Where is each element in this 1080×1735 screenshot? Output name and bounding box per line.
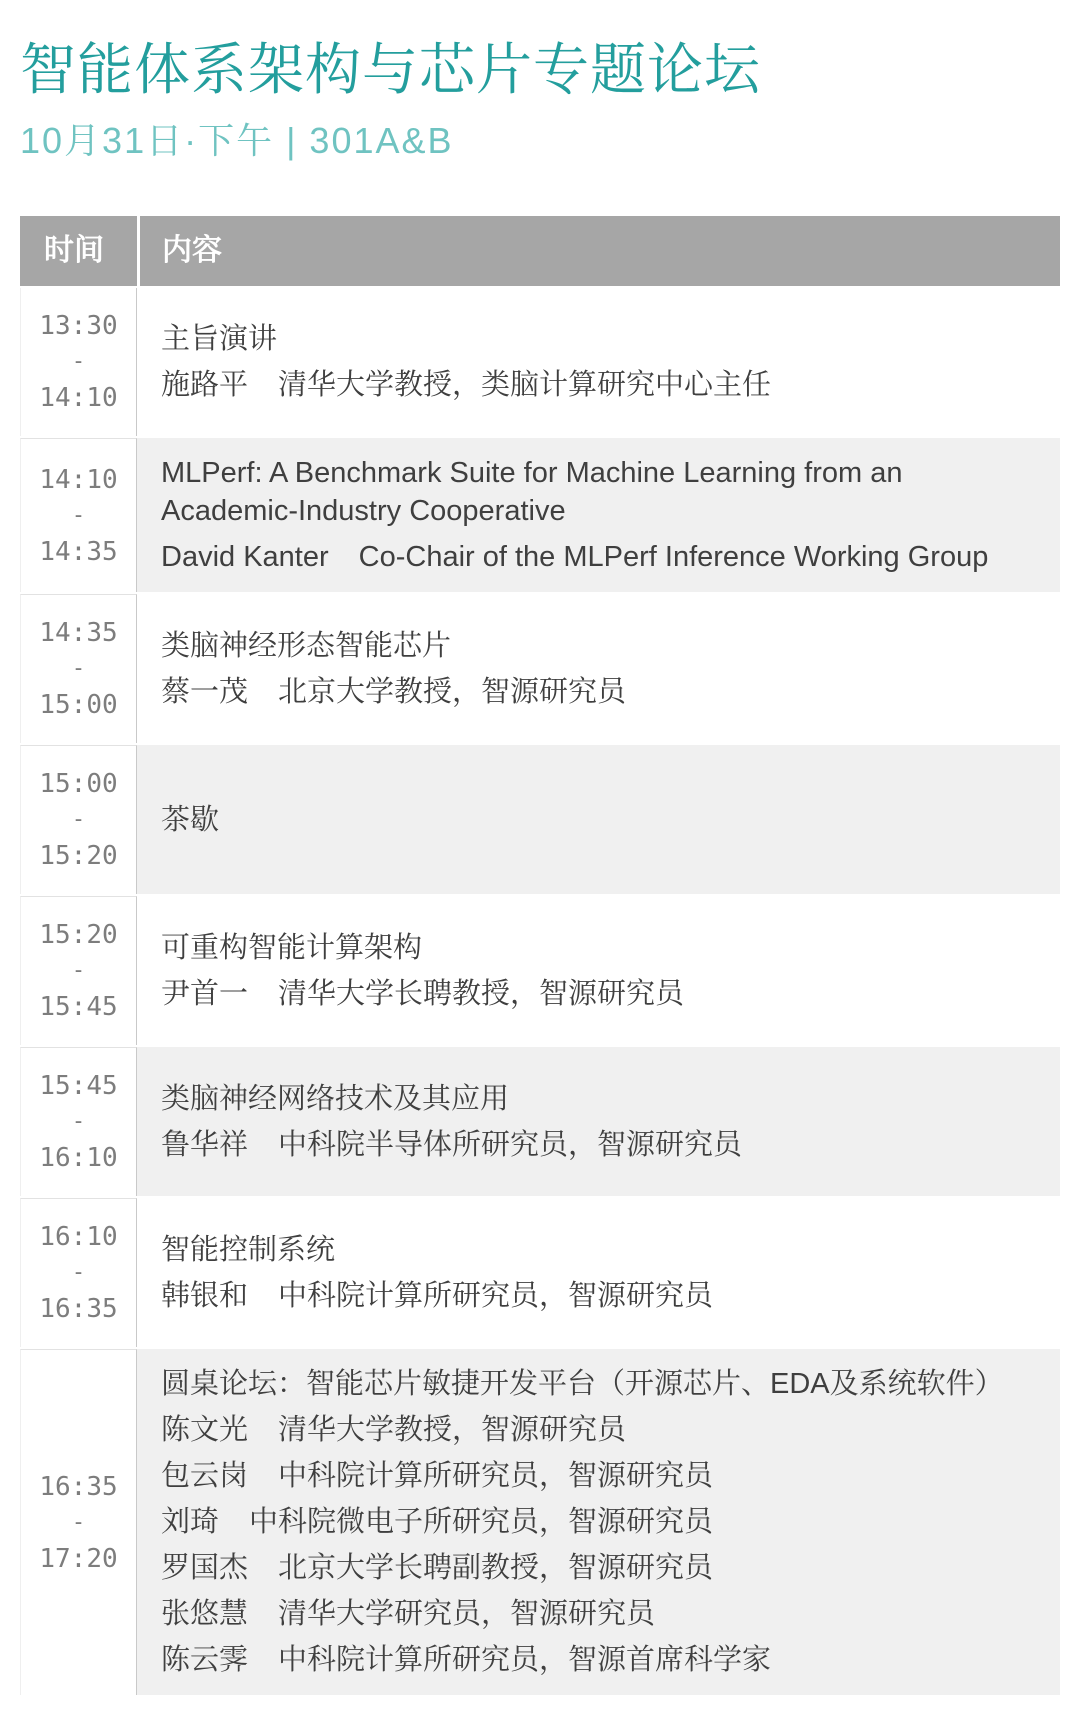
- speaker-affiliation: 中科院计算所研究员，智源首席科学家: [278, 1644, 772, 1677]
- content-cell: [137, 438, 1060, 592]
- page-subtitle: 10月31日·下午 | 301A&B: [20, 120, 454, 162]
- speaker-affiliation: 北京大学教授，智源研究员: [278, 675, 627, 708]
- speaker-line: [161, 1595, 1036, 1633]
- speaker-line: [161, 1126, 1036, 1164]
- content-cell: [137, 288, 1060, 436]
- speaker-name: 陈云霁: [161, 1644, 249, 1677]
- time-cell: [20, 288, 137, 436]
- page-title: 智能体系架构与芯片专题论坛: [20, 38, 761, 101]
- time-start: 15:45: [39, 1071, 118, 1102]
- speaker-line: [161, 975, 1036, 1013]
- speaker-name: 罗国杰: [161, 1552, 249, 1585]
- time-start: 14:35: [39, 618, 118, 649]
- time-end: 14:10: [39, 383, 118, 414]
- time-cell: [20, 1198, 137, 1347]
- time-separator: -: [71, 502, 86, 528]
- speaker-name: 刘琦: [161, 1506, 220, 1539]
- speaker-name: 张悠慧: [161, 1598, 249, 1631]
- time-end: 17:20: [39, 1543, 118, 1574]
- time-cell: [20, 1349, 137, 1695]
- time-end: 15:00: [39, 690, 118, 721]
- speaker-name: 陈文光: [161, 1414, 249, 1447]
- time-cell: [20, 745, 137, 894]
- time-end: 16:10: [39, 1143, 118, 1174]
- speaker-name: 施路平: [161, 369, 249, 402]
- time-cell: [20, 896, 137, 1045]
- content-cell: [137, 1349, 1060, 1695]
- time-separator: -: [71, 1109, 86, 1135]
- content-cell: [137, 745, 1060, 894]
- speaker-line: [161, 673, 1036, 711]
- session-title: 类脑神经形态智能芯片: [161, 629, 452, 662]
- speaker-line: [161, 1549, 1036, 1587]
- content-cell: [137, 594, 1060, 743]
- table-row: [20, 1196, 1060, 1347]
- time-start: 13:30: [39, 311, 118, 342]
- time-start: 16:10: [39, 1222, 118, 1253]
- speaker-line: [161, 1503, 1036, 1541]
- session-title: 智能控制系统: [161, 1233, 336, 1266]
- time-separator: -: [71, 1509, 86, 1535]
- session-title: 主旨演讲: [161, 323, 278, 356]
- time-end: 15:20: [39, 841, 118, 872]
- speaker-affiliation: 中科院半导体所研究员，智源研究员: [278, 1128, 743, 1161]
- time-end: 14:35: [39, 536, 118, 567]
- table-row: [20, 286, 1060, 436]
- speaker-affiliation: 清华大学教授，智源研究员: [278, 1414, 627, 1447]
- table-row: [20, 1347, 1060, 1695]
- time-cell: [20, 438, 137, 592]
- time-end: 16:35: [39, 1294, 118, 1325]
- page-header: [20, 36, 1060, 164]
- time-separator: -: [71, 807, 86, 833]
- session-title: 圆桌论坛：智能芯片敏捷开发平台（开源芯片、EDA及系统软件）: [161, 1368, 1004, 1401]
- speaker-affiliation: 中科院微电子所研究员，智源研究员: [249, 1506, 714, 1539]
- time-cell: [20, 1047, 137, 1196]
- speaker-affiliation: 北京大学长聘副教授，智源研究员: [278, 1552, 714, 1585]
- table-row: [20, 894, 1060, 1045]
- table-row: [20, 743, 1060, 894]
- speaker-affiliation: 中科院计算所研究员，智源研究员: [278, 1460, 714, 1493]
- time-cell: [20, 594, 137, 743]
- session-title: MLPerf: A Benchmark Suite for Machine Learning from an Academic-Industry Cooperative: [161, 457, 903, 528]
- table-header-row: [20, 216, 1060, 286]
- time-start: 16:35: [39, 1471, 118, 1502]
- session-title: 可重构智能计算架构: [161, 931, 423, 964]
- speaker-affiliation: 清华大学研究员，智源研究员: [278, 1598, 656, 1631]
- speaker-name: 韩银和: [161, 1279, 249, 1312]
- speaker-line: [161, 1457, 1036, 1495]
- speaker-affiliation: 中科院计算所研究员，智源研究员: [278, 1279, 714, 1312]
- session-title: 类脑神经网络技术及其应用: [161, 1082, 510, 1115]
- time-start: 14:10: [39, 464, 118, 495]
- time-separator: -: [71, 1260, 86, 1286]
- speaker-line: [161, 538, 1036, 576]
- speaker-name: 蔡一茂: [161, 675, 249, 708]
- session-title: 茶歇: [161, 803, 220, 836]
- speaker-line: [161, 1411, 1036, 1449]
- speaker-affiliation: 清华大学长聘教授，智源研究员: [278, 977, 685, 1010]
- content-cell: [137, 1047, 1060, 1196]
- speaker-affiliation: Co-Chair of the MLPerf Inference Working Group: [358, 541, 989, 574]
- table-row: [20, 1045, 1060, 1196]
- time-end: 15:45: [39, 992, 118, 1023]
- table-row: [20, 592, 1060, 743]
- time-start: 15:20: [39, 920, 118, 951]
- speaker-affiliation: 清华大学教授，类脑计算研究中心主任: [278, 369, 772, 402]
- speaker-name: 尹首一: [161, 977, 249, 1010]
- speaker-line: [161, 1641, 1036, 1679]
- time-separator: -: [71, 349, 86, 375]
- time-separator: -: [71, 656, 86, 682]
- speaker-line: [161, 366, 1036, 404]
- speaker-line: [161, 1277, 1036, 1315]
- time-start: 15:00: [39, 769, 118, 800]
- table-row: [20, 436, 1060, 592]
- speaker-name: David Kanter: [161, 541, 329, 574]
- schedule-rows: [20, 286, 1060, 1695]
- speaker-name: 鲁华祥: [161, 1128, 249, 1161]
- speaker-name: 包云岗: [161, 1460, 249, 1493]
- column-header-content: 内容: [140, 216, 1060, 286]
- schedule-table: [20, 216, 1060, 1695]
- content-cell: [137, 896, 1060, 1045]
- content-cell: [137, 1198, 1060, 1347]
- column-header-time: 时间: [20, 216, 137, 286]
- time-separator: -: [71, 958, 86, 984]
